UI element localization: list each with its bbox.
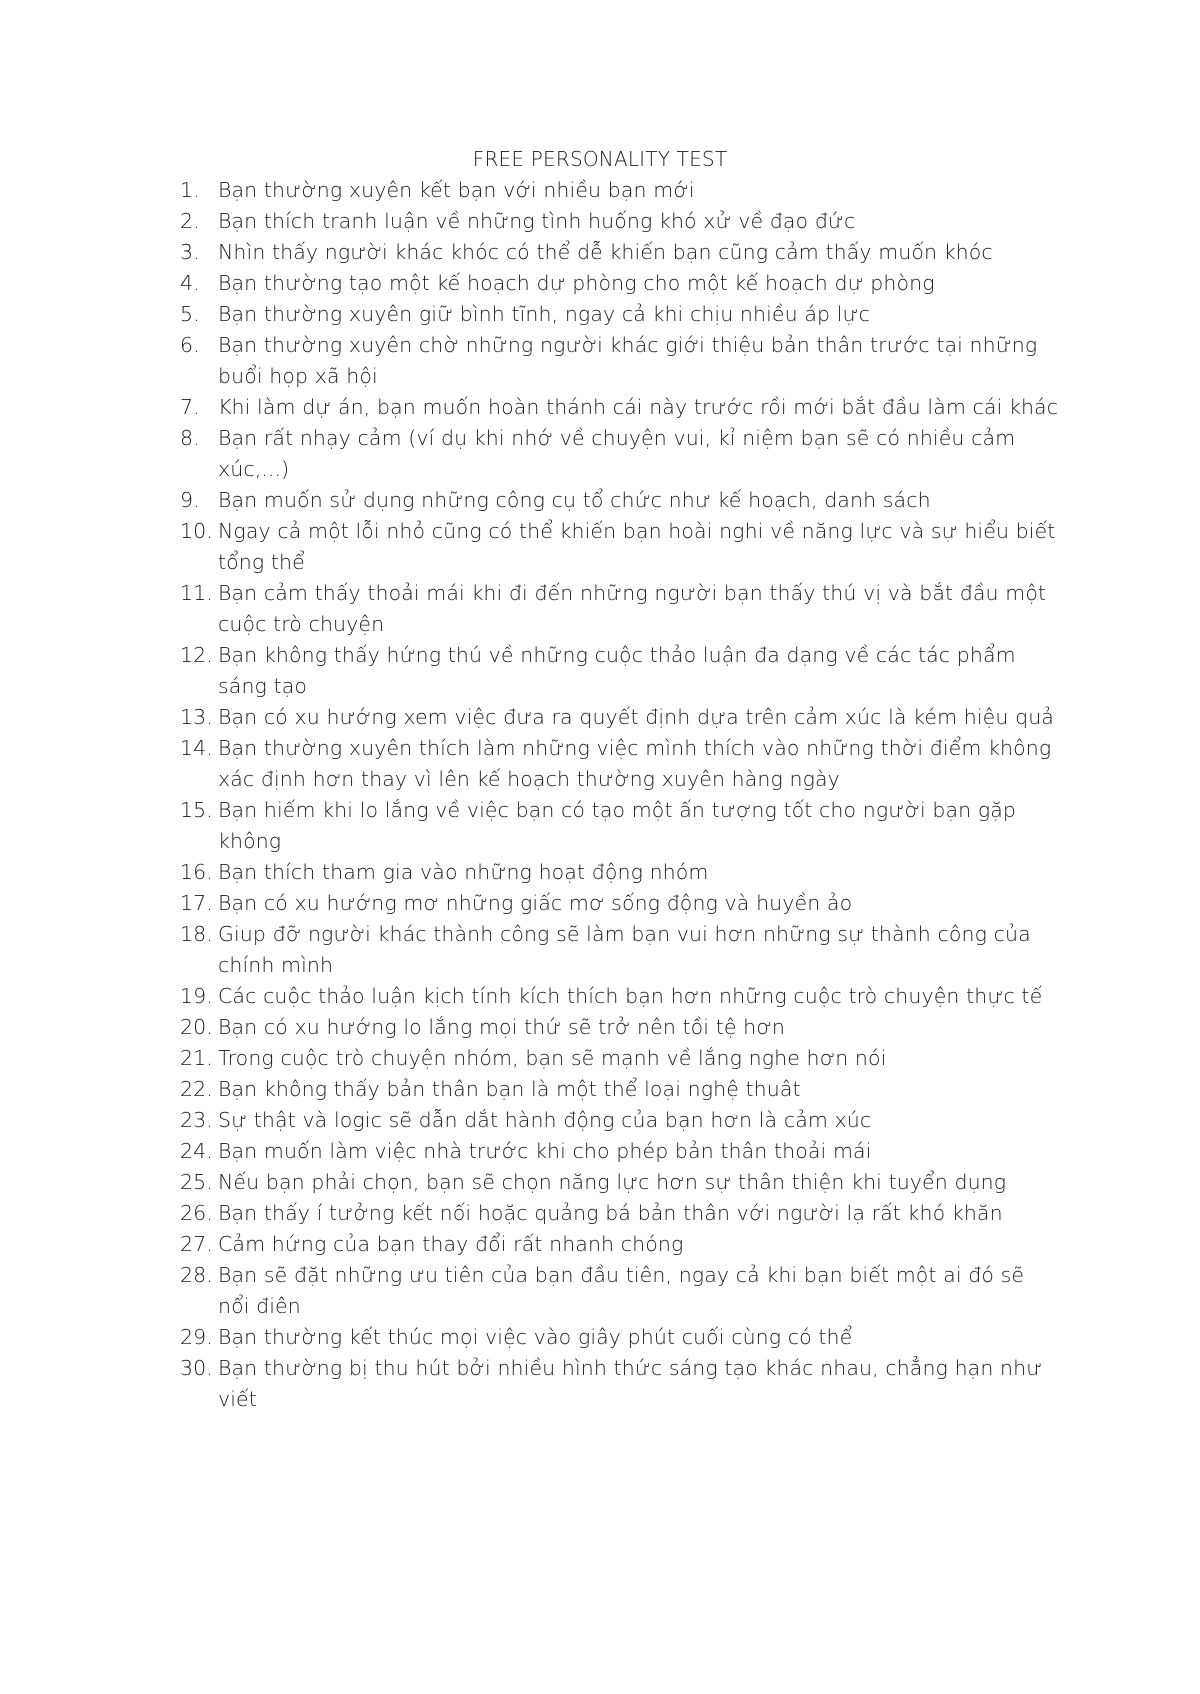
question-item — [180, 392, 1060, 423]
question-item — [180, 702, 1060, 733]
question-text: Khi làm dự án, bạn muốn hoàn thánh cái này trước rồi mới bắt đầu làm cái khác — [218, 395, 1059, 419]
question-text: Nếu bạn phải chọn, bạn sẽ chọn năng lực hơn sự thân thiện khi tuyển dụng — [218, 1170, 1007, 1194]
question-item — [180, 888, 1060, 919]
question-text: Bạn hiếm khi lo lắng về việc bạn có tạo một ấn tượng tốt cho người bạn gặp không — [218, 798, 1017, 853]
question-item — [180, 733, 1060, 795]
question-number: 19. — [180, 984, 213, 1008]
question-number: 5. — [180, 302, 200, 326]
question-text: Bạn có xu hướng mơ những giấc mơ sống động và huyền ảo — [218, 891, 853, 915]
question-text: Trong cuộc trò chuyện nhóm, bạn sẽ mạnh về lắng nghe hơn nói — [218, 1046, 887, 1070]
question-item — [180, 485, 1060, 516]
question-number: 10. — [180, 519, 213, 543]
question-item — [180, 1198, 1060, 1229]
question-text: Cảm hứng của bạn thay đổi rất nhanh chóng — [218, 1232, 684, 1256]
question-number: 24. — [180, 1139, 213, 1163]
question-item — [180, 237, 1060, 268]
question-text: Bạn muốn làm việc nhà trước khi cho phép bản thân thoải mái — [218, 1139, 872, 1163]
question-number: 16. — [180, 860, 213, 884]
question-number: 12. — [180, 643, 213, 667]
question-item — [180, 981, 1060, 1012]
question-text: Bạn cảm thấy thoải mái khi đi đến những người bạn thấy thú vị và bắt đầu một cuộc trò chuyện — [218, 581, 1047, 636]
question-text: Bạn có xu hướng lo lắng mọi thứ sẽ trở nên tồi tệ hơn — [218, 1015, 785, 1039]
question-number: 30. — [180, 1356, 213, 1380]
question-item — [180, 1012, 1060, 1043]
question-item — [180, 1043, 1060, 1074]
question-item — [180, 1105, 1060, 1136]
question-item — [180, 1353, 1060, 1415]
question-text: Bạn có xu hướng xem việc đưa ra quyết định dựa trên cảm xúc là kém hiệu quả — [218, 705, 1054, 729]
question-text: Ngay cả một lỗi nhỏ cũng có thể khiến bạn hoài nghi về năng lực và sự hiểu biết tổng thể — [218, 519, 1056, 574]
question-item — [180, 857, 1060, 888]
question-item — [180, 330, 1060, 392]
question-item — [180, 578, 1060, 640]
question-text: Bạn sẽ đặt những ưu tiên của bạn đầu tiên, ngay cả khi bạn biết một ai đó sẽ nổi điên — [218, 1263, 1025, 1318]
question-number: 14. — [180, 736, 213, 760]
question-item — [180, 299, 1060, 330]
question-item — [180, 175, 1060, 206]
question-item — [180, 206, 1060, 237]
question-text: Bạn không thấy bản thân bạn là một thể loại nghệ thuât — [218, 1077, 801, 1101]
question-text: Bạn thường xuyên giữ bình tĩnh, ngay cả khi chịu nhiều áp lực — [218, 302, 870, 326]
question-number: 29. — [180, 1325, 213, 1349]
question-number: 23. — [180, 1108, 213, 1132]
question-text: Bạn không thấy hứng thú về những cuộc thảo luận đa dạng về các tác phẩm sáng tạo — [218, 643, 1016, 698]
question-number: 8. — [180, 426, 200, 450]
question-number: 21. — [180, 1046, 213, 1070]
question-text: Bạn thường kết thúc mọi việc vào giây phút cuối cùng có thể — [218, 1325, 853, 1349]
question-text: Bạn thường xuyên thích làm những việc mình thích vào những thời điểm không xác định hơn thay vì lên kế hoạch thường xuyên hàng ngày — [218, 736, 1052, 791]
question-number: 3. — [180, 240, 200, 264]
question-text: Giup đỡ người khác thành công sẽ làm bạn vui hơn những sự thành công của chính mình — [218, 922, 1031, 977]
question-list — [180, 175, 1060, 1415]
question-text: Bạn thích tham gia vào những hoạt động nhóm — [218, 860, 709, 884]
question-number: 22. — [180, 1077, 213, 1101]
question-number: 4. — [180, 271, 200, 295]
question-text: Nhìn thấy người khác khóc có thể dễ khiến bạn cũng cảm thấy muốn khóc — [218, 240, 993, 264]
page-title: FREE PERSONALITY TEST — [472, 147, 728, 171]
question-number: 15. — [180, 798, 213, 822]
question-number: 27. — [180, 1232, 213, 1256]
question-text: Bạn thích tranh luận về những tình huống khó xử về đạo đức — [218, 209, 856, 233]
question-number: 6. — [180, 333, 200, 357]
question-item — [180, 919, 1060, 981]
question-number: 1. — [180, 178, 200, 202]
question-text: Bạn thường tạo một kế hoạch dự phòng cho một kế hoạch dự phòng — [218, 271, 935, 295]
question-number: 7. — [180, 395, 200, 419]
question-item — [180, 423, 1060, 485]
question-number: 2. — [180, 209, 200, 233]
question-text: Bạn rất nhạy cảm (ví dụ khi nhớ về chuyện vui, kỉ niệm bạn sẽ có nhiều cảm xúc,...) — [218, 426, 1016, 481]
question-item — [180, 1229, 1060, 1260]
question-item — [180, 516, 1060, 578]
question-number: 20. — [180, 1015, 213, 1039]
question-item — [180, 795, 1060, 857]
question-text: Bạn thấy í tưởng kết nối hoặc quảng bá bản thân với người lạ rất khó khăn — [218, 1201, 1003, 1225]
question-item — [180, 1260, 1060, 1322]
question-text: Bạn muốn sử dụng những công cụ tổ chức như kế hoạch, danh sách — [218, 488, 931, 512]
question-item — [180, 1136, 1060, 1167]
question-text: Bạn thường xuyên chờ những người khác giới thiệu bản thân trước tại những buổi họp xã hội — [218, 333, 1038, 388]
question-number: 11. — [180, 581, 213, 605]
question-item — [180, 1167, 1060, 1198]
question-item — [180, 1074, 1060, 1105]
question-text: Các cuộc thảo luận kịch tính kích thích bạn hơn những cuộc trò chuyện thực tế — [218, 984, 1043, 1008]
question-text: Bạn thường xuyên kết bạn với nhiều bạn mới — [218, 178, 695, 202]
question-item — [180, 1322, 1060, 1353]
question-number: 26. — [180, 1201, 213, 1225]
question-number: 9. — [180, 488, 200, 512]
question-text: Bạn thường bị thu hút bởi nhiều hình thức sáng tạo khác nhau, chẳng hạn như viết — [218, 1356, 1043, 1411]
question-item — [180, 640, 1060, 702]
question-number: 28. — [180, 1263, 213, 1287]
question-number: 18. — [180, 922, 213, 946]
question-item — [180, 268, 1060, 299]
question-text: Sự thật và logic sẽ dẫn dắt hành động của bạn hơn là cảm xúc — [218, 1108, 872, 1132]
question-number: 17. — [180, 891, 213, 915]
question-number: 25. — [180, 1170, 213, 1194]
question-number: 13. — [180, 705, 213, 729]
